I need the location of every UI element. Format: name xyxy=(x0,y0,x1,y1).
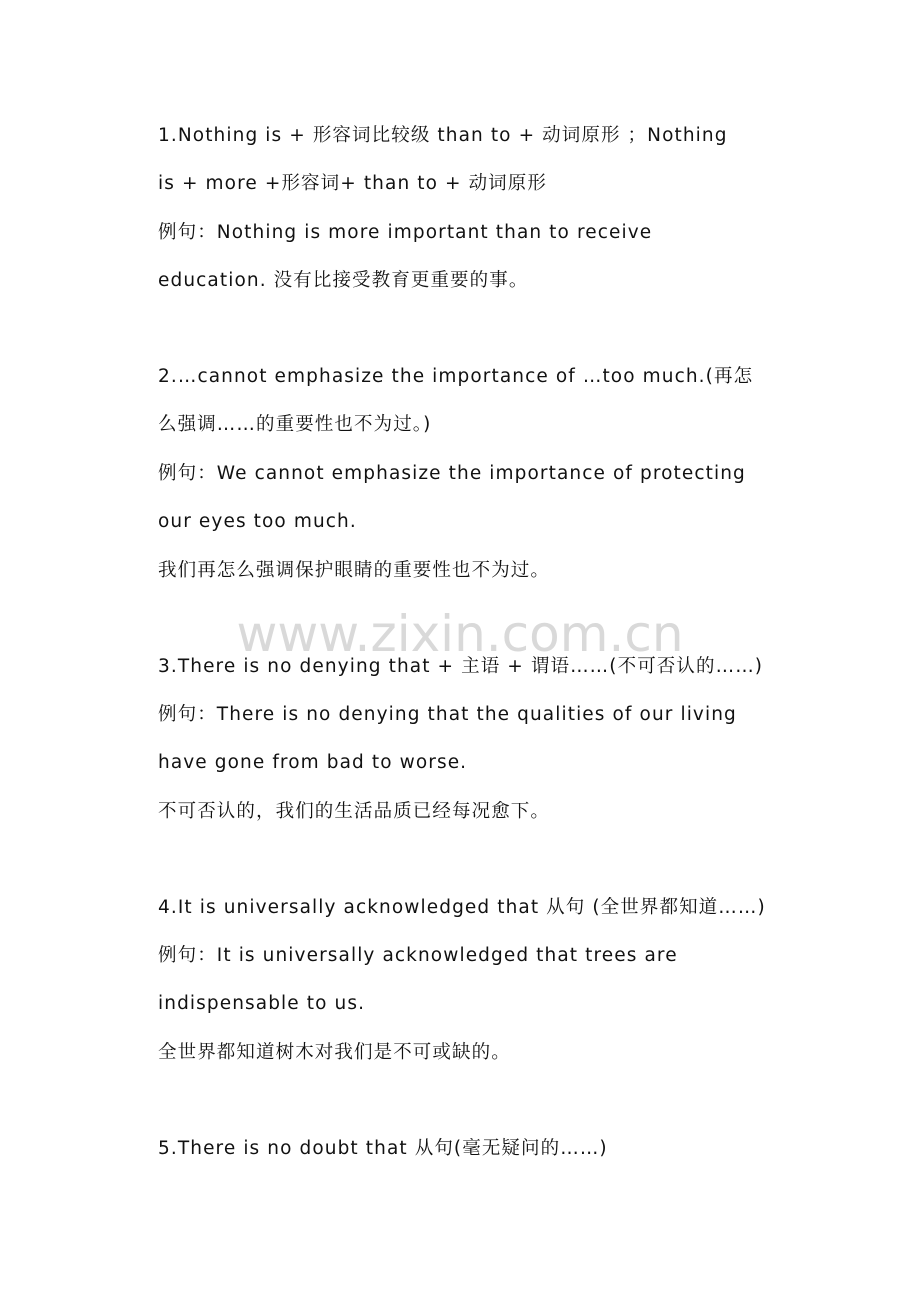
item-4-example-line-2: indispensable to us. xyxy=(158,993,366,1014)
item-2-example-line-1: 例句：We cannot emphasize the importance of protecting xyxy=(158,463,746,484)
item-3-example-line-2: have gone from bad to worse. xyxy=(158,752,468,773)
item-1-pattern-line-2: is + more +形容词+ than to + 动词原形 xyxy=(158,173,547,194)
item-2-pattern-line-2: 么强调……的重要性也不为过。) xyxy=(158,414,432,435)
item-1-example-line-1: 例句：Nothing is more important than to receive xyxy=(158,222,653,243)
item-1-pattern-line-1: 1.Nothing is + 形容词比较级 than to + 动词原形 ；Nothing xyxy=(158,125,728,146)
item-3-example-line-1: 例句：There is no denying that the qualities of our living xyxy=(158,704,737,725)
item-1-example-line-2: education. 没有比接受教育更重要的事。 xyxy=(158,270,529,291)
item-5-pattern: 5.There is no doubt that 从句(毫无疑问的……) xyxy=(158,1138,608,1159)
item-3-pattern: 3.There is no denying that + 主语 + 谓语……(不可否认的……) xyxy=(158,656,764,677)
item-4-example-line-1: 例句：It is universally acknowledged that trees are xyxy=(158,945,678,966)
item-2-translation: 我们再怎么强调保护眼睛的重要性也不为过。 xyxy=(158,560,551,581)
item-2-pattern-line-1: 2.…cannot emphasize the importance of …too much.(再怎 xyxy=(158,366,754,387)
item-2-example-line-2: our eyes too much. xyxy=(158,511,357,532)
watermark: www.zixin.com.cn xyxy=(236,605,684,663)
item-4-pattern: 4.It is universally acknowledged that 从句 (全世界都知道……) xyxy=(158,897,766,918)
item-3-translation: 不可否认的，我们的生活品质已经每况愈下。 xyxy=(158,801,551,822)
item-4-translation: 全世界都知道树木对我们是不可或缺的。 xyxy=(158,1042,511,1063)
